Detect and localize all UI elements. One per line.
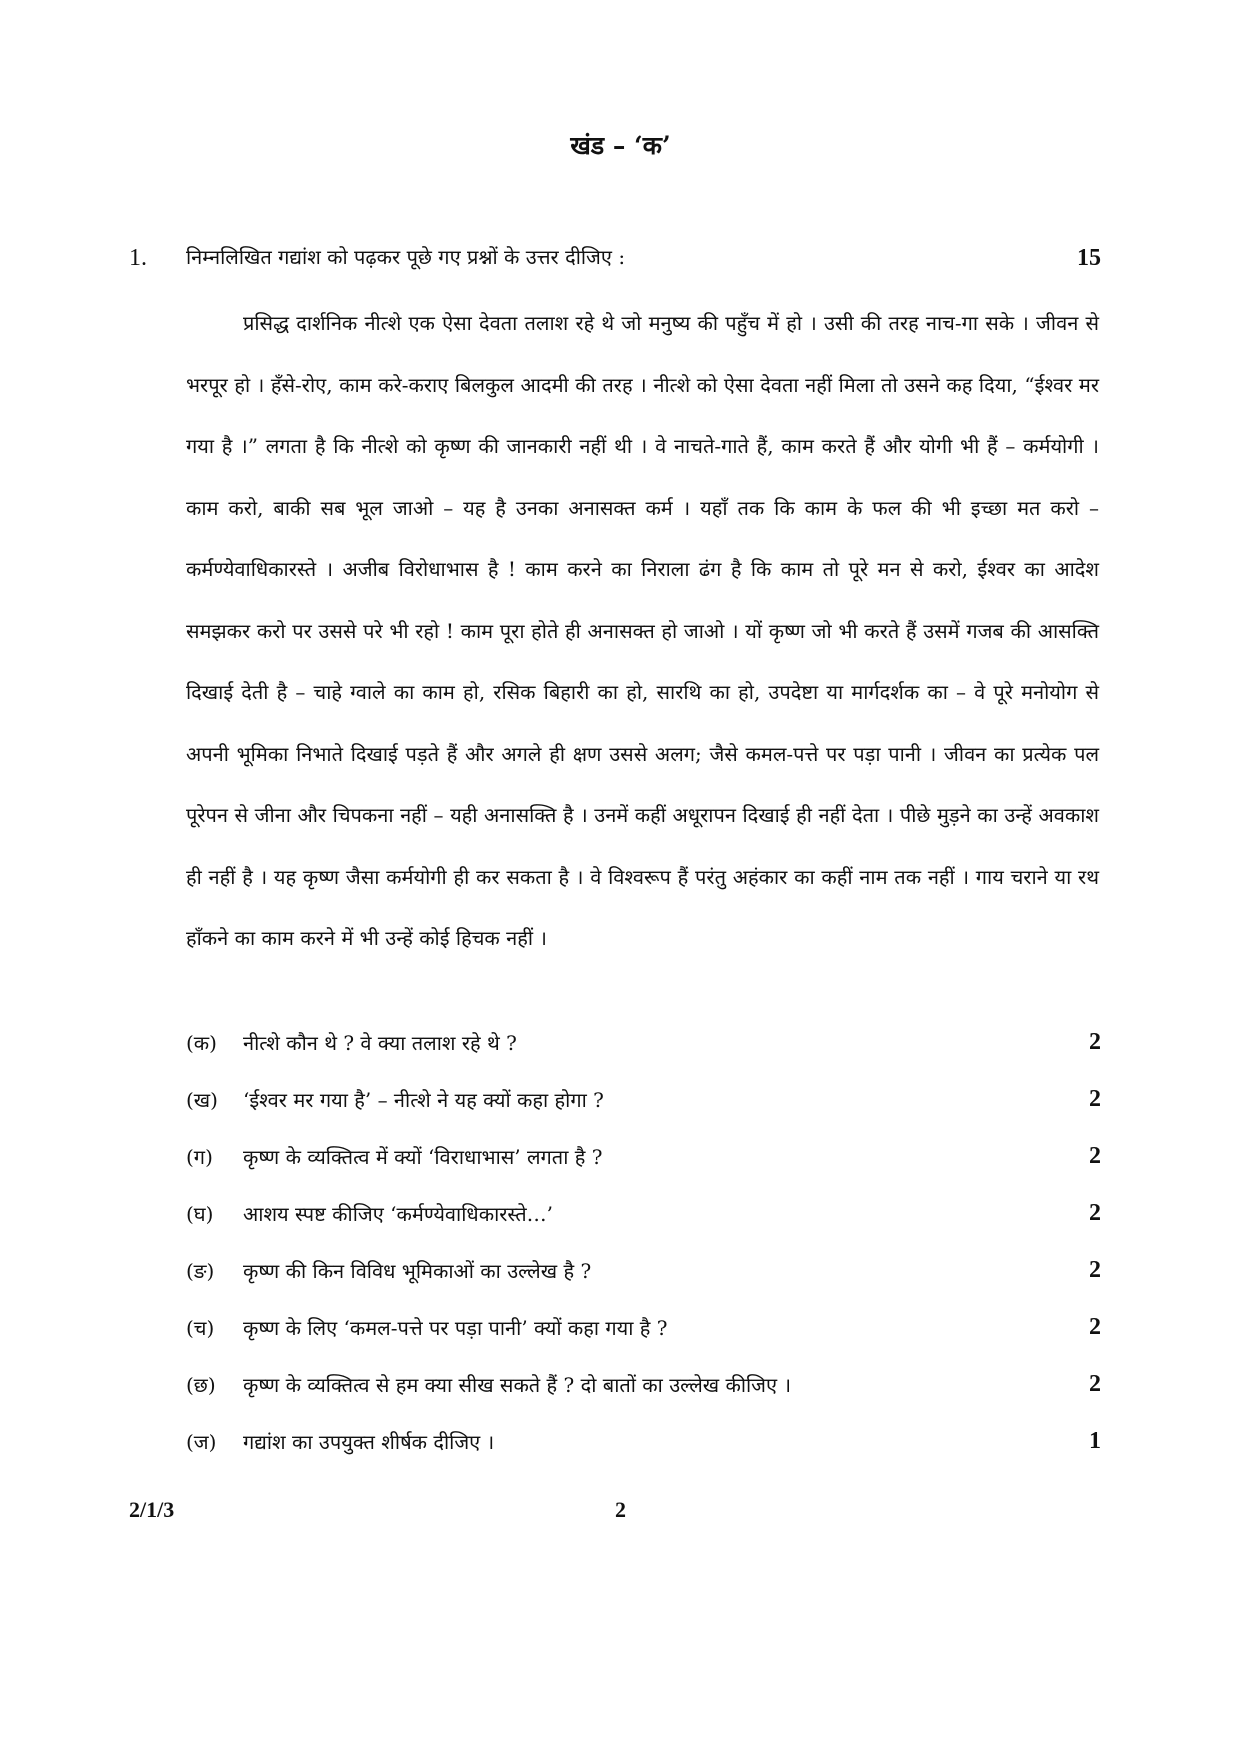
sub-question-label: (ङ): [186, 1259, 215, 1283]
page-number: 2: [615, 1497, 626, 1522]
sub-question-text: कृष्ण की किन विविध भूमिकाओं का उल्लेख है ?: [243, 1259, 592, 1283]
sub-question-text: आशय स्पष्ट कीजिए ‘कर्मण्येवाधिकारस्ते…’: [243, 1202, 553, 1226]
sub-question-marks: 2: [1089, 1086, 1101, 1112]
sub-question: [186, 1194, 1101, 1251]
sub-question: [186, 1023, 1101, 1080]
sub-question: [186, 1080, 1101, 1137]
sub-question: [186, 1251, 1101, 1308]
sub-question-label: (छ): [186, 1373, 216, 1397]
sub-question-list: [186, 1023, 1101, 1479]
sub-question-marks: 2: [1089, 1200, 1101, 1226]
question-marks: 15: [1077, 245, 1101, 271]
sub-question: [186, 1137, 1101, 1194]
sub-question-marks: 1: [1089, 1428, 1101, 1454]
sub-question-label: (ख): [186, 1088, 218, 1112]
paper-code: 2/1/3: [129, 1497, 175, 1522]
sub-question-marks: 2: [1089, 1029, 1101, 1055]
sub-question-label: (च): [186, 1316, 215, 1340]
sub-question: [186, 1422, 1101, 1479]
sub-question: [186, 1308, 1101, 1365]
sub-question-text: कृष्ण के लिए ‘कमल-पत्ते पर पड़ा पानी’ क्यों कहा गया है ?: [243, 1316, 668, 1340]
sub-question-marks: 2: [1089, 1257, 1101, 1283]
sub-question-label: (घ): [186, 1202, 214, 1226]
sub-question-text: कृष्ण के व्यक्तित्व में क्यों ‘विराधाभास’ लगता है ?: [243, 1145, 603, 1169]
sub-question-text: नीत्शे कौन थे ? वे क्या तलाश रहे थे ?: [243, 1031, 517, 1055]
sub-question-marks: 2: [1089, 1371, 1101, 1397]
passage-text: प्रसिद्ध दार्शनिक नीत्शे एक ऐसा देवता तलाश रहे थे जो मनुष्य की पहुँच में हो । उसी की तरह नाच-गा सके । जीवन से भरपूर हो । हँसे-रोए, काम करे-कराए बिलकुल आदमी की तरह । नीत्शे को ऐसा देवता नहीं मिला तो उसने कह दिया, “ईश्वर मर गया है ।” लगता है कि नीत्शे को कृष्ण की जानकारी नहीं थी । वे नाचते-गाते हैं, काम करते हैं और योगी भी हैं – कर्मयोगी । काम करो, बाकी सब भूल जाओ – यह है उनका अनासक्त कर्म । यहाँ तक कि काम के फल की भी इच्छा मत करो – कर्मण्येवाधिकारस्ते । अजीब विरोधाभास है ! काम करने का निराला ढंग है कि काम तो पूरे मन से करो, ईश्वर का आदेश समझकर करो पर उससे परे भी रहो ! काम पूरा होते ही अनासक्त हो जाओ । यों कृष्ण जो भी करते हैं उसमें गजब की आसक्ति दिखाई देती है – चाहे ग्वाले का काम हो, रसिक बिहारी का हो, सारथि का हो, उपदेष्टा या मार्गदर्शक का – वे पूरे मनोयोग से अपनी भूमिका निभाते दिखाई पड़ते हैं और अगले ही क्षण उससे अलग; जैसे कमल-पत्ते पर पड़ा पानी । जीवन का प्रत्येक पल पूरेपन से जीना और चिपकना नहीं – यही अनासक्ति है । उनमें कहीं अधूरापन दिखाई ही नहीं देता । पीछे मुड़ने का उन्हें अवकाश ही नहीं है । यह कृष्ण जैसा कर्मयोगी ही कर सकता है । वे विश्वरूप हैं परंतु अहंकार का कहीं नाम तक नहीं । गाय चराने या रथ हाँकने का काम करने में भी उन्हें कोई हिचक नहीं ।: [186, 311, 1099, 950]
sub-question-marks: 2: [1089, 1314, 1101, 1340]
section-title: खंड – ‘क’: [570, 131, 671, 160]
sub-question-label: (ज): [186, 1430, 217, 1454]
sub-question-label: (ग): [186, 1145, 213, 1169]
question-instruction: निम्नलिखित गद्यांश को पढ़कर पूछे गए प्रश्नों के उत्तर दीजिए :: [186, 245, 626, 269]
sub-question: [186, 1365, 1101, 1422]
sub-question-text: ‘ईश्वर मर गया है’ – नीत्शे ने यह क्यों कहा होगा ?: [243, 1088, 604, 1112]
sub-question-label: (क): [186, 1031, 217, 1055]
sub-question-text: कृष्ण के व्यक्तित्व से हम क्या सीख सकते हैं ? दो बातों का उल्लेख कीजिए ।: [243, 1373, 792, 1397]
question-number: 1.: [129, 245, 147, 271]
sub-question-text: गद्यांश का उपयुक्त शीर्षक दीजिए ।: [243, 1430, 495, 1454]
sub-question-marks: 2: [1089, 1143, 1101, 1169]
